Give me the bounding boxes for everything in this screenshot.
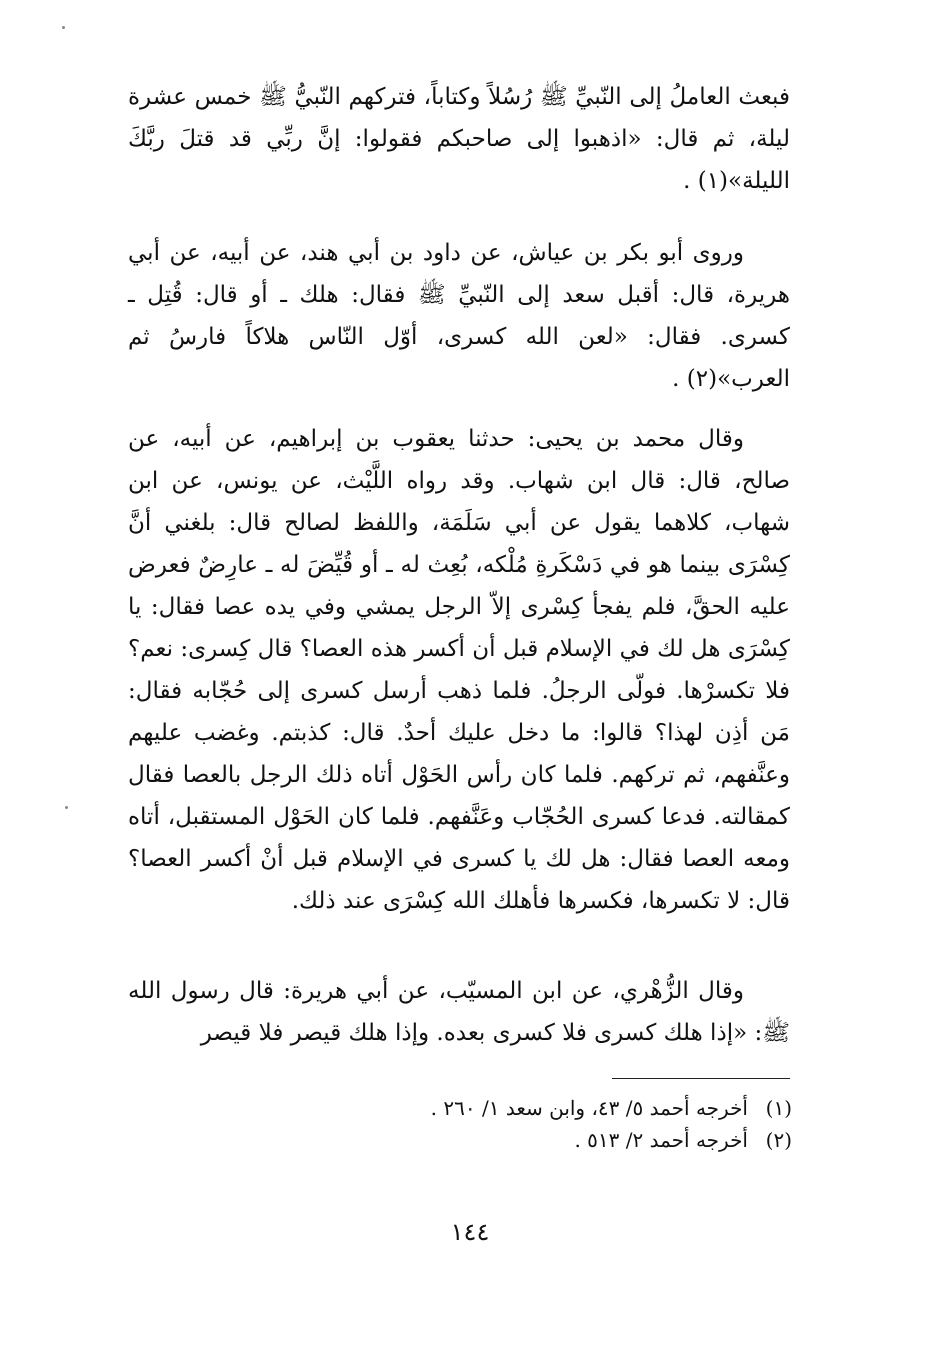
footnote-1-text: أخرجه أحمد ٥/ ٤٣، وابن سعد ١/ ٢٦٠ . bbox=[430, 1096, 748, 1120]
paragraph-3-text: وقال محمد بن يحيى: حدثنا يعقوب بن إبراهيم، عن أبيه، عن صالح، قال: قال ابن شهاب. وقد رواه اللَّيْث، عن يونس، عن ابن شهاب، كلاهما يقول عن أبي سَلَمَة، واللفظ لصالح قال: بلغني أنَّ كِسْرَى بينما هو في دَسْكَرةِ مُلْكه، بُعِث له ـ أو قُيِّضَ له ـ عارِضٌ فعرض عليه الحقَّ، فلم يفجأ كِسْرى إلاّ الرجل يمشي وفي يده عصا فقال: يا كِسْرَى هل لك في الإسلام قبل أن أكسر هذه العصا؟ قال كِسرى: نعم؟ فلا تكسرْها. فولّى الرجلُ. فلما ذهب أرسل كسرى إلى حُجّابه فقال: مَن أذِن لهذا؟ قالوا: ما دخل عليك أحدٌ. قال: كذبتم. وغضب عليهم وعنَّفهم، ثم تركهم. فلما كان رأس الحَوْل أتاه ذلك الرجل بالعصا فقال كمقالته. فدعا كسرى الحُجّاب وعَنَّفهم. فلما كان الحَوْل المستقبل، أتاه ومعه العصا فقال: هل لك يا كسرى في الإسلام قبل أنْ أكسر العصا؟ قال: لا تكسرها، فكسرها فأهلك الله كِسْرَى عند ذلك. bbox=[128, 426, 790, 914]
paragraph-4-text: وقال الزُّهْري، عن ابن المسيّب، عن أبي هريرة: قال رسول الله ﷺ: «إذا هلك كسرى فلا كسرى بعده. وإذا هلك قيصر فلا قيصر bbox=[128, 978, 790, 1046]
footnotes bbox=[300, 1092, 792, 1156]
footnote-2 bbox=[300, 1124, 792, 1156]
footnote-2-number: (٢) bbox=[765, 1128, 792, 1152]
footnote-1 bbox=[300, 1092, 792, 1124]
paragraph-1-text: فبعث العاملُ إلى النّبيِّ ﷺ رُسُلاً وكتاباً، فتركهم النّبيُّ ﷺ خمس عشرة ليلة، ثم قال: «اذهبوا إلى صاحبكم فقولوا: إنَّ ربِّي قد قتلَ ربَّكَ الليلة»(١) . bbox=[128, 84, 790, 194]
scan-speck bbox=[62, 26, 65, 29]
footnote-2-text: أخرجه أحمد ٢/ ٥١٣ . bbox=[574, 1128, 748, 1152]
footnote-divider bbox=[612, 1078, 790, 1079]
footnote-1-number: (١) bbox=[765, 1096, 792, 1120]
paragraph-1 bbox=[128, 76, 790, 202]
paragraph-2 bbox=[128, 232, 790, 400]
paragraph-3 bbox=[128, 418, 790, 922]
paragraph-2-text: وروى أبو بكر بن عياش، عن داود بن أبي هند، عن أبيه، عن أبي هريرة، قال: أقبل سعد إلى النّبيِّ ﷺ فقال: هلك ـ أو قال: قُتِل ـ كسرى. فقال: «لعن الله كسرى، أوّل النّاس هلاكاً فارسُ ثم العرب»(٢) . bbox=[128, 240, 790, 392]
paragraph-4 bbox=[128, 970, 790, 1054]
scan-speck bbox=[65, 806, 68, 809]
page-number: ١٤٤ bbox=[450, 1218, 490, 1246]
